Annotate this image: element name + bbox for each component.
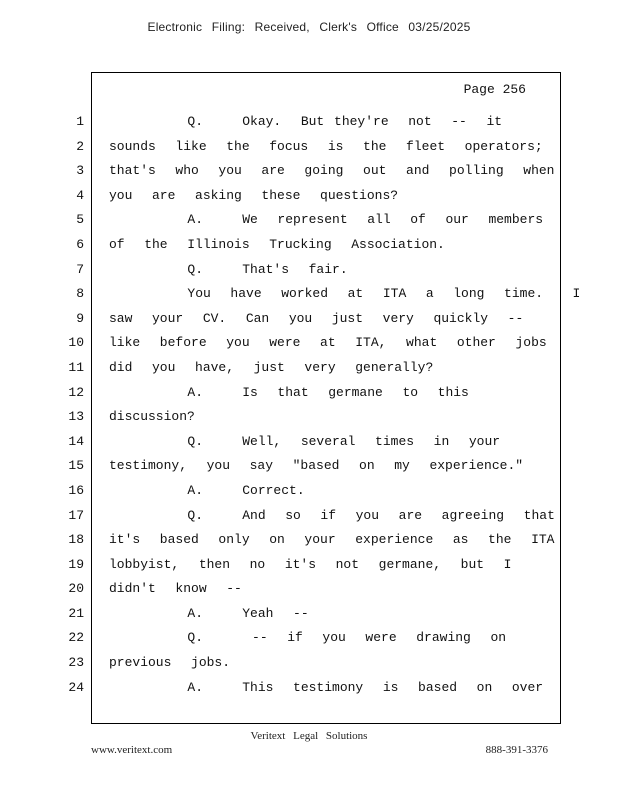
- transcript-line: testimony, you say "based on my experience.": [109, 458, 524, 474]
- transcript-line: Q. Well, several times in your: [109, 433, 501, 449]
- transcript-line: did you have, just very generally?: [109, 359, 434, 375]
- page-number: Page 256: [463, 82, 526, 97]
- transcript-line: A. We represent all of our members: [109, 212, 544, 228]
- transcript-line: Q. -- if you were drawing on: [109, 630, 507, 646]
- line-number: 23: [68, 655, 84, 671]
- line-number: 17: [68, 507, 84, 523]
- transcript-line: it's based only on your experience as the ITA: [109, 532, 555, 548]
- line-number-column: [60, 113, 84, 703]
- transcript-line: A. Is that germane to this: [109, 384, 469, 400]
- transcript-line: Q. And so if you are agreeing that: [109, 507, 555, 523]
- line-number: 3: [76, 163, 84, 179]
- footer-phone: 888-391-3376: [485, 744, 548, 756]
- transcript-line: sounds like the focus is the fleet operators;: [109, 138, 543, 154]
- line-number: 8: [76, 286, 84, 302]
- transcript-line: saw your CV. Can you just very quickly --: [109, 310, 524, 326]
- transcript-line: previous jobs.: [109, 655, 231, 671]
- line-number: 14: [68, 433, 84, 449]
- line-number: 5: [76, 212, 84, 228]
- line-number: 7: [76, 261, 84, 277]
- line-number: 15: [68, 458, 84, 474]
- line-number: 20: [68, 581, 84, 597]
- transcript-line: A. Correct.: [109, 482, 305, 498]
- transcript-line: that's who you are going out and polling when: [109, 163, 555, 179]
- line-number: 11: [68, 359, 84, 375]
- transcript-line: discussion?: [109, 409, 195, 425]
- filing-stamp: Electronic Filing: Received, Clerk's Office 03/25/2025: [147, 20, 471, 34]
- transcript-line: didn't know --: [109, 581, 242, 597]
- line-number: 24: [68, 679, 84, 695]
- transcript-line: like before you were at ITA, what other jobs: [109, 335, 547, 351]
- transcript-line: lobbyist, then no it's not germane, but I: [109, 556, 512, 572]
- line-number: 18: [68, 532, 84, 548]
- line-number: 16: [68, 482, 84, 498]
- transcript-text: [109, 113, 581, 703]
- transcript-line: of the Illinois Trucking Association.: [109, 236, 445, 252]
- line-number: 6: [76, 236, 84, 252]
- line-number: 19: [68, 556, 84, 572]
- transcript-line: You have worked at ITA a long time. I: [109, 286, 581, 302]
- transcript-line: Q. That's fair.: [109, 261, 348, 277]
- transcript-line: A. Yeah --: [109, 605, 309, 621]
- line-number: 2: [76, 138, 84, 154]
- line-number: 10: [68, 335, 84, 351]
- line-number: 1: [76, 114, 84, 129]
- transcript-line: you are asking these questions?: [109, 187, 399, 203]
- footer-company-name: Veritext Legal Solutions: [250, 730, 368, 742]
- line-number: 12: [68, 384, 84, 400]
- transcript-line: Q. Okay. But they're not -- it: [109, 114, 503, 129]
- line-number: 4: [76, 187, 84, 203]
- line-number: 22: [68, 630, 84, 646]
- transcript-line: A. This testimony is based on over: [109, 679, 544, 695]
- line-number: 13: [68, 409, 84, 425]
- footer-website: www.veritext.com: [91, 744, 173, 756]
- line-number: 9: [76, 310, 84, 326]
- line-number: 21: [68, 605, 84, 621]
